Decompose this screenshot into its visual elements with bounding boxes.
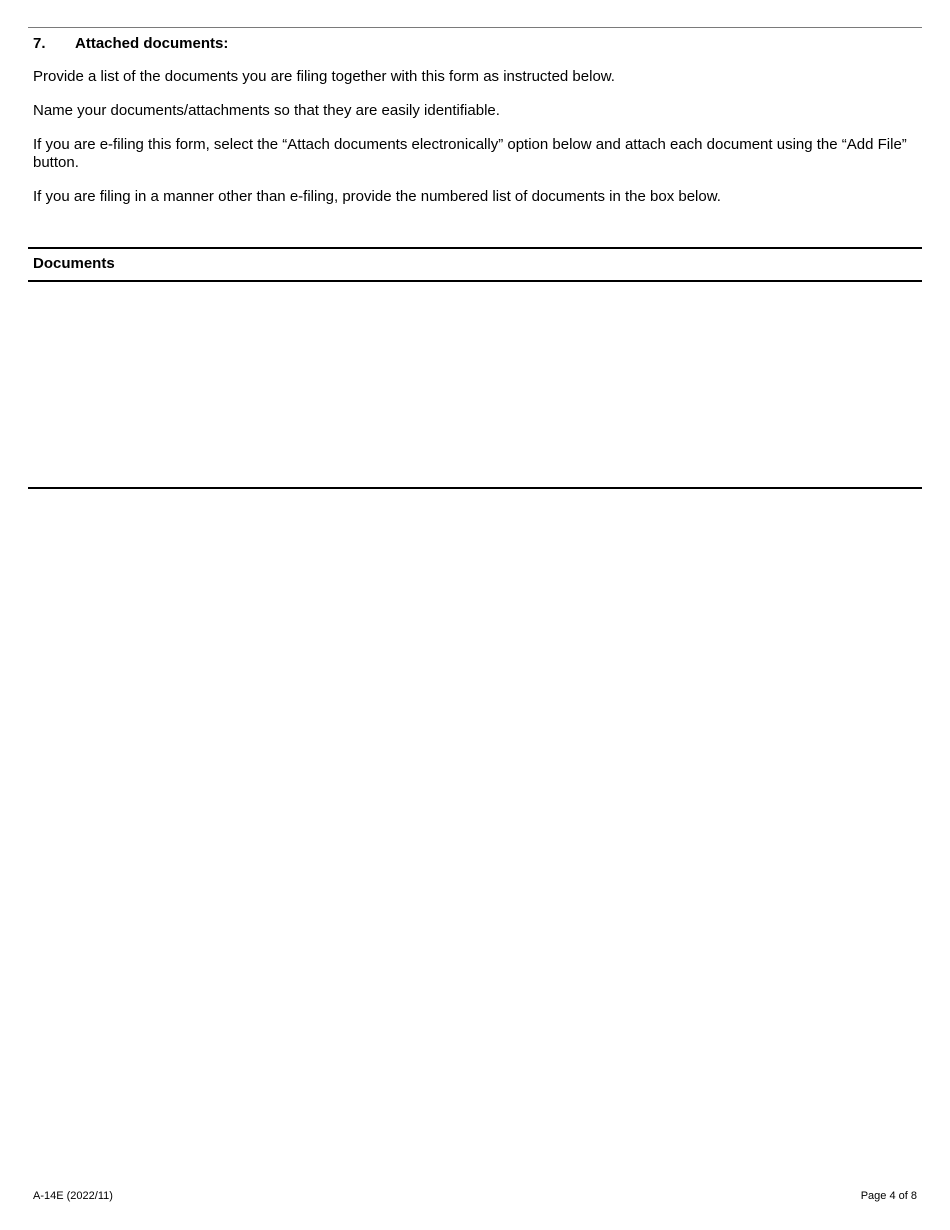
instruction-list-documents: Provide a list of the documents you are filing together with this form as instructed below. [33,68,615,85]
documents-bottom-border [28,487,922,489]
documents-label: Documents [33,255,115,272]
instruction-non-efiling: If you are filing in a manner other than e-filing, provide the numbered list of documents in the box below. [33,188,721,205]
page-number: Page 4 of 8 [860,1190,917,1202]
instruction-naming: Name your documents/attachments so that they are easily identifiable. [33,102,500,119]
documents-top-border [28,247,922,249]
form-identifier: A-14E (2022/11) [33,1190,113,1202]
documents-section [28,247,922,489]
documents-list-field[interactable] [28,283,922,485]
section-number: 7. [33,35,46,52]
documents-header-border [28,280,922,282]
top-divider [28,27,922,28]
instruction-efiling: If you are e-filing this form, select the “Attach documents electronically” option below and attach each document using the “Add File” button. [33,136,907,171]
section-heading [33,35,228,53]
section-title: Attached documents: [75,35,229,52]
